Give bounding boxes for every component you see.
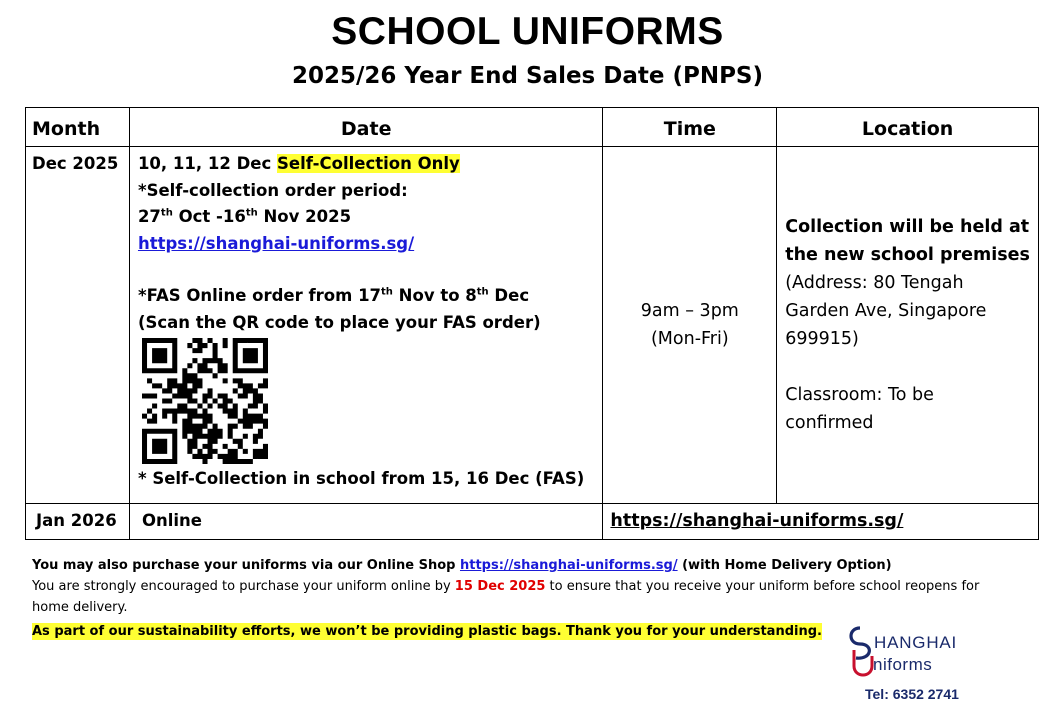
address-line-3: 699915) [785, 329, 859, 349]
sustainability-note: As part of our sustainability efforts, we won’t be providing plastic bags. Thank you for your understanding. [32, 624, 822, 639]
row1-time-cell [603, 147, 777, 504]
logo-icon [846, 622, 991, 680]
footer-deadline-note-cont: home delivery. [32, 600, 128, 615]
self-collection-only-highlight: Self-Collection Only [277, 154, 460, 173]
row1-dates: 10, 11, 12 Dec [137, 154, 278, 173]
row2-link-cell [603, 504, 1039, 540]
row2-date: Online [129, 504, 602, 540]
header-time: Time [603, 108, 777, 147]
row1-location-cell [777, 147, 1039, 504]
footer-deadline-note: You are strongly encouraged to purchase your uniform online by 15 Dec 2025 to ensure that you receive your uniform before school reopens for [32, 579, 980, 594]
qr-code-icon[interactable] [142, 338, 268, 464]
row2-shop-link[interactable]: https://shanghai-uniforms.sg/ [610, 511, 904, 531]
time-days: (Mon-Fri) [650, 329, 729, 349]
svg-text:niforms: niforms [873, 655, 933, 674]
shanghai-uniforms-logo [846, 622, 991, 680]
classroom-line-2: confirmed [785, 413, 874, 433]
table-row [26, 504, 1039, 540]
deadline-date: 15 Dec 2025 [454, 579, 546, 594]
telephone: Tel: 6352 2741 [865, 686, 959, 702]
row1-month: Dec 2025 [26, 147, 130, 504]
table-header-row [26, 108, 1039, 147]
fas-order-window: *FAS Online order from 17th Nov to 8th Dec [137, 286, 530, 305]
location-bold-1: Collection will be held at [785, 217, 1030, 237]
order-period-dates: 27th Oct -16th Nov 2025 [137, 207, 352, 226]
row1-date-cell [129, 147, 602, 504]
time-range: 9am – 3pm [640, 301, 739, 321]
page-subtitle: 2025/26 Year End Sales Date (PNPS) [291, 63, 764, 89]
page-title: SCHOOL UNIFORMS [331, 10, 724, 53]
row2-month: Jan 2026 [26, 504, 130, 540]
address-line-2: Garden Ave, Singapore [785, 301, 987, 321]
shop-link[interactable]: https://shanghai-uniforms.sg/ [137, 233, 415, 253]
footer-online-shop: You may also purchase your uniforms via our Online Shop https://shanghai-uniforms.sg/ (with Home Delivery Option) [32, 558, 892, 573]
self-collection-school: * Self-Collection in school from 15, 16 Dec (FAS) [137, 469, 585, 488]
classroom-line-1: Classroom: To be [785, 385, 934, 405]
address-line-1: (Address: 80 Tengah [785, 273, 964, 293]
header-location: Location [777, 108, 1039, 147]
header-date: Date [129, 108, 602, 147]
footer-shop-link[interactable]: https://shanghai-uniforms.sg/ [459, 558, 678, 573]
svg-text:HANGHAI: HANGHAI [874, 633, 958, 652]
table-row [26, 147, 1039, 504]
order-period-label: *Self-collection order period: [137, 180, 408, 200]
location-bold-2: the new school premises [785, 245, 1030, 265]
schedule-table [25, 107, 1039, 540]
header-month: Month [26, 108, 130, 147]
scan-qr-note: (Scan the QR code to place your FAS order) [137, 312, 541, 332]
